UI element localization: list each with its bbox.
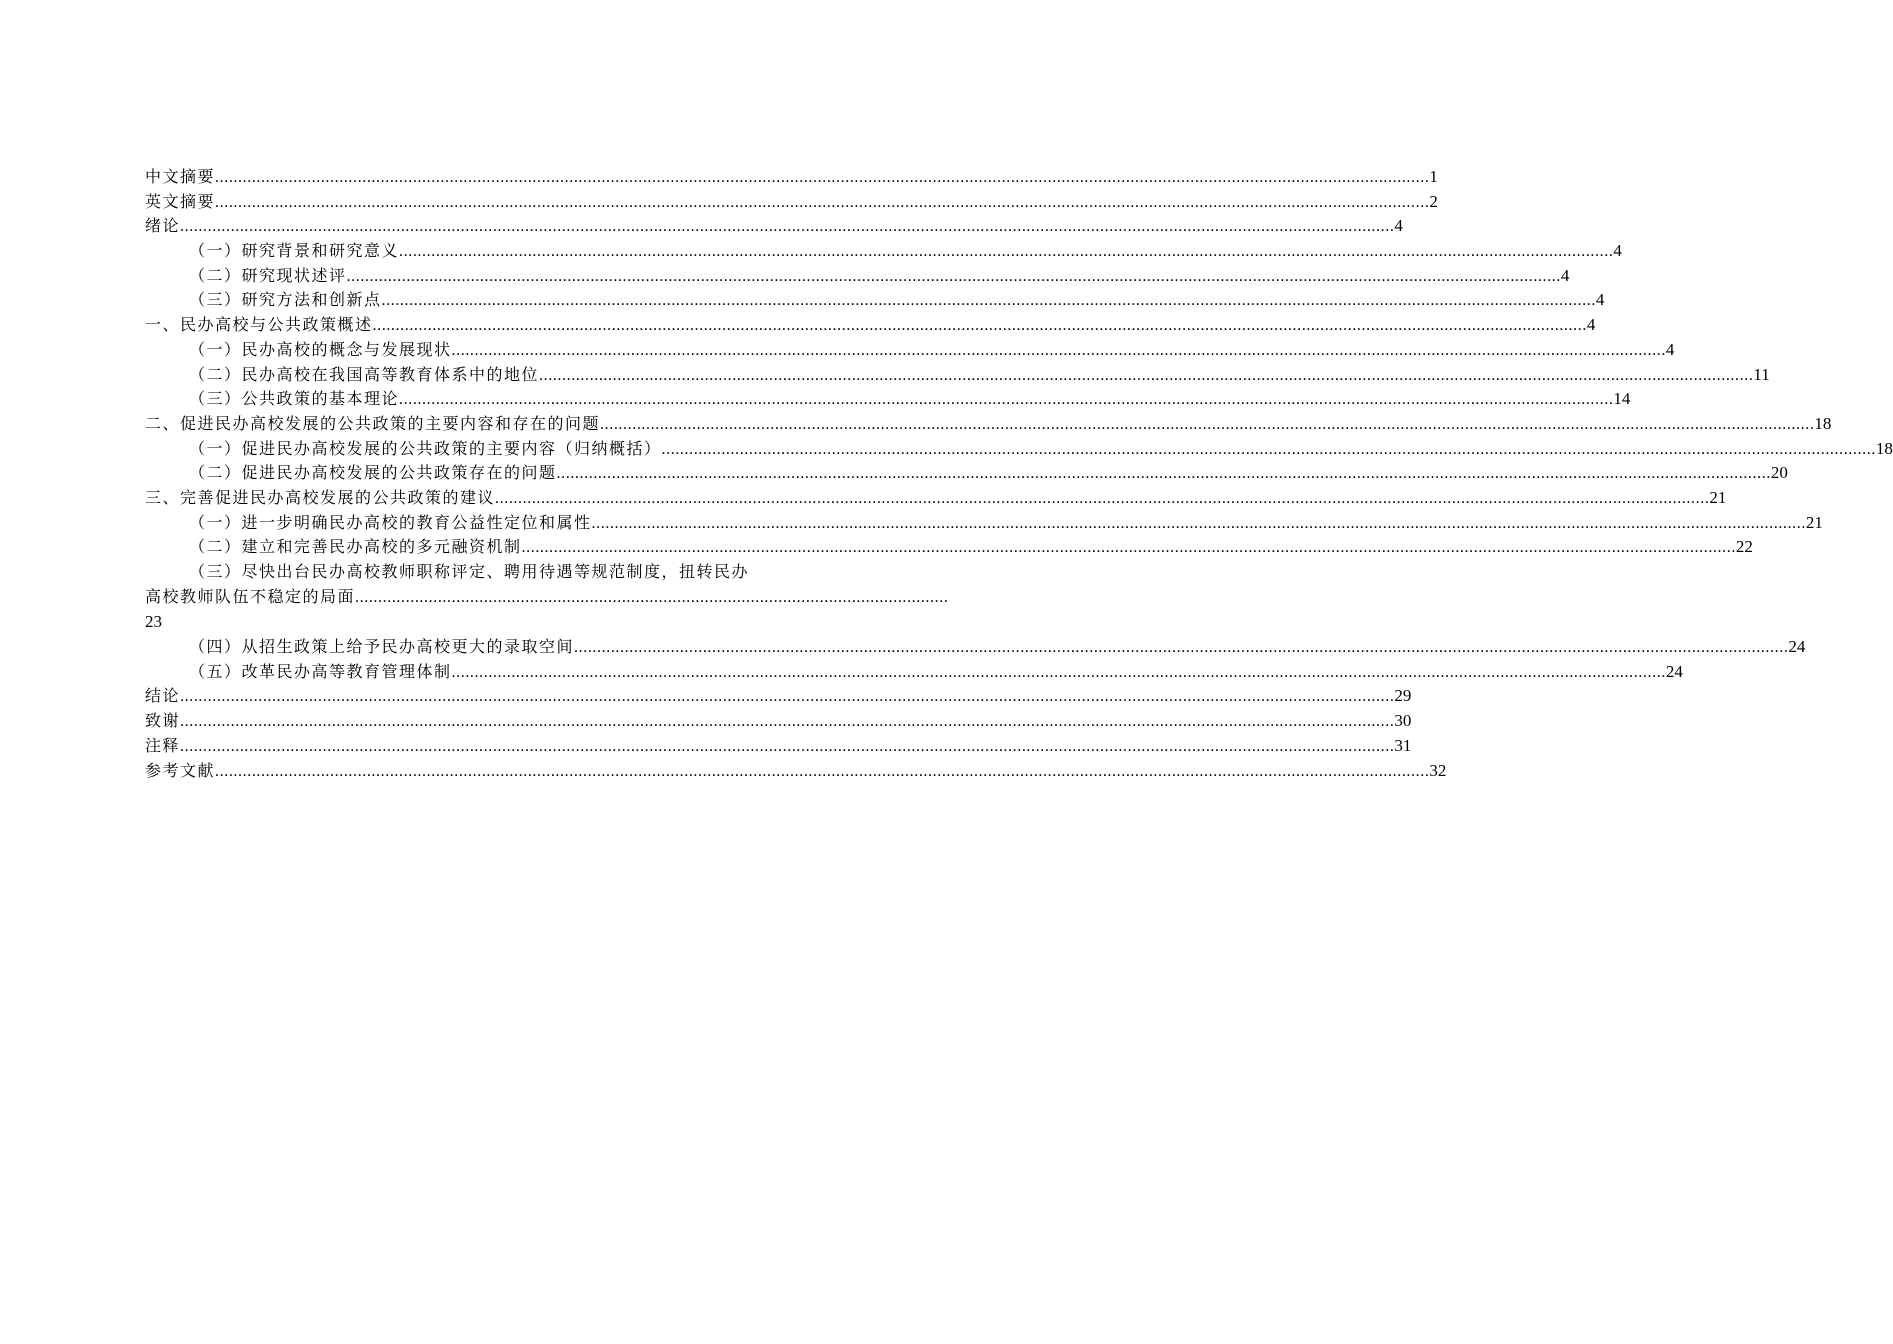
toc-page-number: 21 [1805,512,1823,532]
toc-entry-title: 一、民办高校与公共政策概述 [145,315,373,335]
dot-leader [452,339,1666,364]
toc-entry-title: 绪论 [145,216,181,236]
toc-page-number: 4 [1560,265,1570,285]
toc-entry[interactable] [145,288,1605,313]
toc-entry-title: 中文摘要 [145,167,216,186]
toc-entry-title: （一）促进民办高校发展的公共政策的主要内容（归纳概括） [189,438,662,458]
toc-entry-line2 [145,585,949,611]
toc-entry[interactable] [145,511,1823,536]
toc-entry-english-abstract[interactable] [145,190,1438,215]
toc-entry[interactable] [145,239,1622,264]
toc-entry-title: 致谢 [145,711,181,731]
toc-entry[interactable] [145,660,1683,685]
toc-entry-title: （二）研究现状述评 [189,265,347,285]
dot-leader [600,413,1814,438]
toc-entry-title: （四）从招生政策上给予民办高校更大的录取空间 [189,637,575,657]
toc-entry-wrapped[interactable] [145,560,949,635]
toc-entry-chinese-abstract[interactable] [145,165,1438,190]
table-of-contents [145,165,1893,783]
dot-leader [399,388,1613,413]
toc-entry-title: 二、促进民办高校发展的公共政策的主要内容和存在的问题 [145,413,601,433]
toc-entry[interactable] [145,635,1806,660]
toc-entry-title-line2: 高校教师队伍不稳定的局面 [145,586,356,606]
toc-entry[interactable] [145,437,1893,462]
toc-entry-title: （一）民办高校的概念与发展现状 [189,339,452,359]
dot-leader [215,760,1429,785]
toc-entry[interactable] [145,338,1675,363]
dot-leader [574,636,1788,661]
toc-page-number: 11 [1753,364,1770,384]
toc-entry[interactable] [145,461,1788,486]
toc-page-number: 4 [1586,315,1596,335]
dot-leader [399,240,1613,265]
toc-page-number: 20 [1770,463,1788,483]
dot-leader [382,289,1596,314]
toc-entry-title: 参考文献 [145,760,216,780]
toc-page-number: 18 [1814,413,1832,433]
toc-page-number: 29 [1394,686,1412,706]
toc-entry-chapter-1[interactable] [145,313,1596,338]
toc-page-number: 24 [1788,637,1806,657]
toc-entry-conclusion[interactable] [145,684,1412,709]
dot-leader [180,710,1394,735]
toc-page-number: 32 [1429,760,1447,780]
toc-page-number: 4 [1595,290,1605,310]
toc-entry-notes[interactable] [145,734,1412,759]
dot-leader [452,661,1666,686]
toc-page-number: 31 [1394,735,1412,755]
toc-entry-title: （三）研究方法和创新点 [189,290,382,310]
toc-page-number: 14 [1613,389,1631,409]
dot-leader [662,438,1876,463]
toc-entry-title: （三）公共政策的基本理论 [189,389,400,409]
toc-entry[interactable] [145,264,1570,289]
toc-page-number: 30 [1394,711,1412,731]
toc-entry-title: （二）民办高校在我国高等教育体系中的地位 [189,364,540,384]
dot-leader [347,265,1561,290]
toc-entry-acknowledgements[interactable] [145,709,1412,734]
toc-page-number: 4 [1613,241,1622,261]
toc-page-number: 21 [1709,487,1727,507]
dot-leader [539,364,1753,389]
toc-entry[interactable] [145,387,1631,412]
toc-entry-introduction[interactable] [145,214,1403,239]
toc-entry-title: 注释 [145,735,181,755]
toc-page-number: 4 [1394,216,1403,236]
toc-entry[interactable] [145,535,1753,560]
toc-page-number: 22 [1735,537,1753,557]
dot-leader [215,191,1429,216]
dot-leader [373,314,1587,339]
toc-entry-title-line1: （三）尽快出台民办高校教师职称评定、聘用待遇等规范制度，扭转民办 [189,562,750,581]
toc-page-number: 1 [1429,167,1438,186]
dot-leader [557,462,1771,487]
toc-entry[interactable] [145,363,1770,388]
toc-entry-chapter-3[interactable] [145,486,1727,511]
toc-entry-references[interactable] [145,759,1447,784]
dot-leader [180,735,1394,760]
toc-entry-title: （一）研究背景和研究意义 [189,241,400,261]
toc-page-number: 2 [1429,191,1438,211]
dot-leader [495,487,1709,512]
toc-entry-title: （二）建立和完善民办高校的多元融资机制 [189,537,522,557]
toc-entry-title: 结论 [145,686,181,706]
toc-entry-title: 三、完善促进民办高校发展的公共政策的建议 [145,487,496,507]
toc-page-number: 24 [1665,661,1683,681]
toc-entry-title: （二）促进民办高校发展的公共政策存在的问题 [189,463,557,483]
dot-leader [522,536,1736,561]
dot-leader: ................................................................................................................................. [355,588,949,606]
dot-leader [180,685,1394,710]
toc-page-number: 23 [145,612,162,632]
toc-page-number: 4 [1665,339,1675,359]
dot-leader [592,512,1806,537]
toc-entry-title: （五）改革民办高等教育管理体制 [189,661,452,681]
dot-leader [215,166,1429,191]
toc-entry-chapter-2[interactable] [145,412,1832,437]
toc-entry-title: （一）进一步明确民办高校的教育公益性定位和属性 [189,512,592,532]
toc-entry-title: 英文摘要 [145,191,216,211]
dot-leader [180,215,1394,240]
toc-page-number: 18 [1875,438,1893,458]
